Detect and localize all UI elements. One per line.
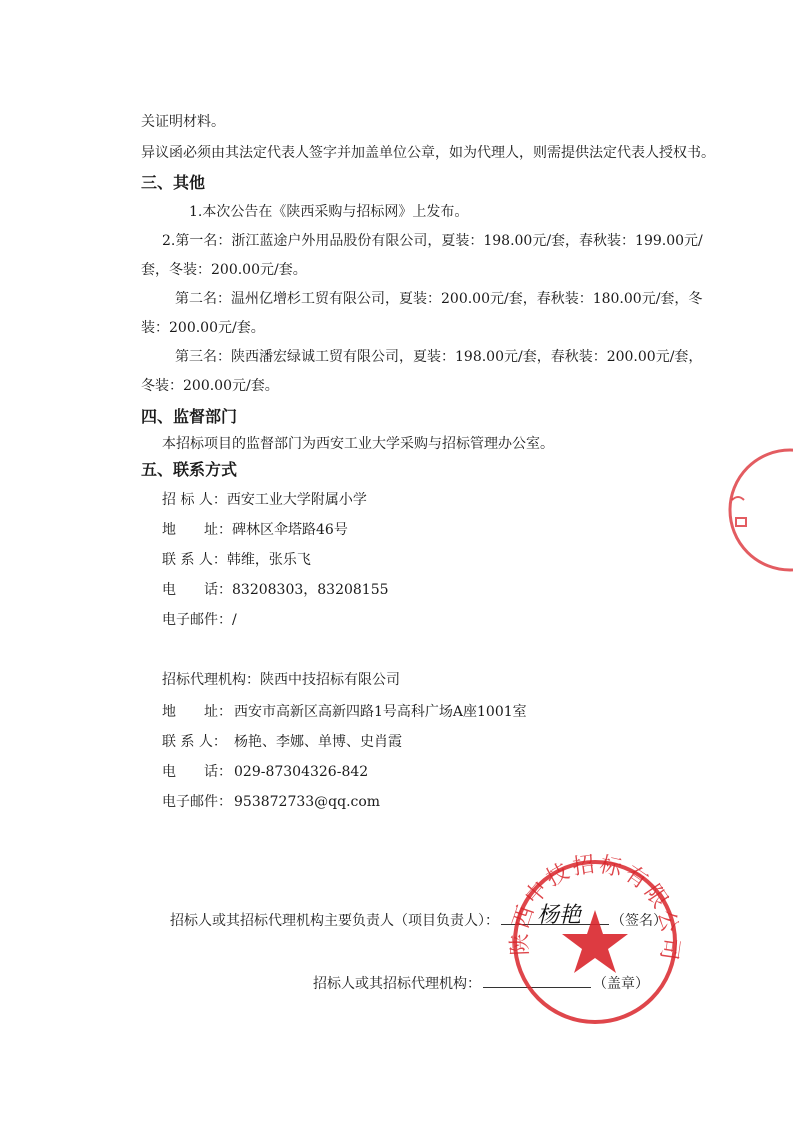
agency-name-label: 招标代理机构： (162, 672, 260, 688)
tenderer-phone-row (162, 580, 389, 600)
tenderer-address-row (162, 520, 348, 540)
second-place-line-2: 装：200.00元/套。 (141, 320, 265, 336)
agency-address-row (162, 702, 527, 722)
other-item-2-line-1: 2.第一名：浙江蓝途户外用品股份有限公司，夏装：198.00元/套，春秋装：199.00元/ (162, 233, 703, 249)
partial-seal-icon (700, 440, 793, 580)
agency-contact-label: 联 系 人： (162, 734, 227, 750)
agency-email-label: 电子邮件： (162, 794, 232, 810)
tenderer-phone-label: 电 话： (162, 582, 232, 598)
tenderer-name-label: 招 标 人： (162, 492, 227, 508)
other-item-1: 1.本次公告在《陕西采购与招标网》上发布。 (189, 204, 469, 220)
tenderer-email: / (232, 612, 237, 628)
handwritten-signature: 杨艳 (537, 903, 582, 928)
second-place-line-1: 第二名：温州亿增杉工贸有限公司，夏装：200.00元/套，春秋装：180.00元/套，冬 (175, 291, 703, 307)
org-label: 招标人或其招标代理机构： (313, 976, 481, 992)
section-heading-other: 三、其他 (141, 173, 206, 192)
tenderer-name-row (162, 490, 367, 510)
agency-contact: 杨艳、李娜、单博、史肖霞 (234, 734, 402, 750)
seal-note: （盖章） (593, 976, 649, 992)
tenderer-name: 西安工业大学附属小学 (226, 492, 367, 508)
supervision-text: 本招标项目的监督部门为西安工业大学采购与招标管理办公室。 (162, 436, 554, 452)
tenderer-contact: 韩维，张乐飞 (226, 552, 311, 568)
paragraph-continuation: 关证明材料。 (141, 114, 225, 130)
tenderer-contact-row (162, 550, 311, 570)
tenderer-phone: 83208303，83208155 (232, 582, 389, 598)
section-heading-supervision: 四、监督部门 (141, 407, 238, 426)
agency-email: 953872733@qq.com (234, 794, 381, 810)
seal-text: 陕西中技招标有限公司 (507, 852, 683, 965)
third-place-line-2: 冬装：200.00元/套。 (141, 378, 279, 394)
third-place-line-1: 第三名：陕西潘宏绿诚工贸有限公司，夏装：198.00元/套，春秋装：200.00元/套， (175, 349, 703, 365)
tenderer-contact-label: 联 系 人： (162, 552, 227, 568)
agency-address-label: 地 址： (162, 704, 232, 720)
tenderer-email-label: 电子邮件： (162, 612, 232, 628)
tenderer-email-row (162, 610, 237, 630)
agency-name: 陕西中技招标有限公司 (260, 672, 400, 688)
tenderer-address-label: 地 址： (162, 522, 232, 538)
other-item-2-line-2: 套，冬装：200.00元/套。 (141, 262, 307, 278)
section-heading-contact: 五、联系方式 (141, 460, 238, 479)
paragraph-objection: 异议函必须由其法定代表人签字并加盖单位公章，如为代理人，则需提供法定代表人授权书。 (141, 145, 715, 161)
tenderer-address: 碑林区伞塔路46号 (232, 522, 348, 538)
agency-email-row (162, 792, 380, 812)
agency-contact-row (162, 732, 402, 752)
agency-phone-row (162, 762, 368, 782)
company-seal-icon (500, 850, 690, 1030)
sign-note: （签名） (611, 913, 667, 929)
agency-phone: 029-87304326-842 (234, 764, 369, 780)
agency-name-row (162, 670, 400, 690)
principal-label: 招标人或其招标代理机构主要负责人（项目负责人）： (170, 913, 499, 929)
agency-phone-label: 电 话： (162, 764, 232, 780)
agency-address: 西安市高新区高新四路1号高科广场A座1001室 (234, 704, 527, 720)
